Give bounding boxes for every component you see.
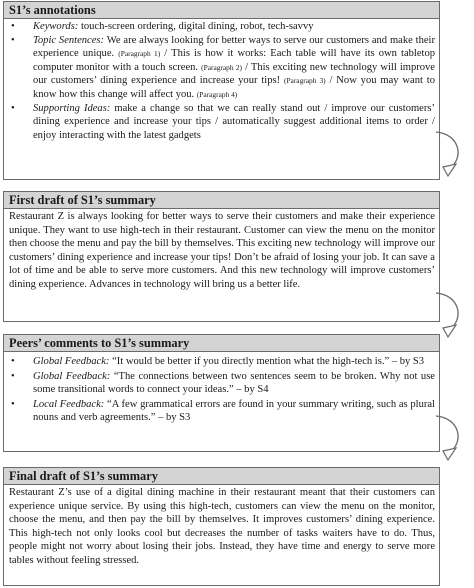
- final-draft-text: Restaurant Z’s use of a digital dining machine in their restaurant meant that their customers can experience unique service. By using this high-tech, customers can view the menu on the monitor, choose the menu, and then pay the bill by themselves. It improves customers’ dining experience. This high-tech not only looks cool but decreases the number of tasks waiters have to do. Thus, people might not worry about losing their jobs. Instead, they have time and energy to serve more tables without feeling stressed.: [9, 487, 435, 566]
- curved-arrow-icon: [434, 412, 474, 464]
- supporting-ideas-item: [9, 102, 435, 143]
- curved-arrow-icon: [434, 289, 474, 341]
- peers-comments-title: Peers’ comments to S1’s summary: [4, 335, 439, 352]
- topic-sentences-item: [9, 34, 435, 102]
- topic-sentence-3: / This exciting new technology will improve our customers’ dining experience and increase your tips!: [33, 61, 435, 87]
- supporting-ideas-label: Supporting Ideas:: [33, 102, 111, 114]
- feedback-text: “The connections between two sentences seem to be broken. Why not use some transitional words to connect your ideas.” – by S4: [33, 370, 435, 396]
- paragraph-3-marker: (Paragraph 3): [283, 76, 326, 86]
- final-draft-panel: [3, 467, 440, 586]
- keywords-item: [9, 20, 435, 34]
- first-draft-panel: [3, 191, 440, 322]
- keywords-text: touch-screen ordering, digital dining, robot, tech-savvy: [78, 21, 314, 32]
- feedback-label: Local Feedback:: [33, 398, 105, 410]
- bullet-icon: •: [11, 102, 15, 114]
- feedback-label: Global Feedback:: [33, 356, 110, 367]
- bullet-icon: •: [11, 34, 15, 46]
- curved-arrow-icon: [434, 128, 474, 180]
- first-draft-title: First draft of S1’s summary: [4, 192, 439, 209]
- final-draft-title: Final draft of S1’s summary: [4, 468, 439, 485]
- peers-comments-panel: [3, 334, 440, 452]
- bullet-icon: •: [11, 398, 15, 410]
- topic-sentence-1: We are always looking for better ways to serve our customers and make their experience unique.: [33, 34, 435, 60]
- peer-feedback-item: [9, 398, 435, 425]
- peer-feedback-item: [9, 355, 435, 369]
- peer-feedback-item: [9, 370, 435, 397]
- feedback-text: “It would be better if you directly mention what the high-tech is.” – by S3: [109, 356, 425, 367]
- topic-sentence-4: / Now you may want to know how this change will affect you.: [33, 75, 435, 100]
- first-draft-text: Restaurant Z is always looking for better ways to serve their customers and make their experience unique. They want to use high-tech in their restaurant. Customer can view the menu on the monitor then choose the menu and pay the bill by themselves. This exciting new technology will improve our customers’ dining experience and increase your tips! Don’t be afraid of losing your job. It can save a lot of time and be able to serve more customers. And this new technology will improve customers’ dining experience. Advances in technology will bring us a better life.: [9, 211, 435, 290]
- topic-sentence-2: / This is how it works: Each table will have its own tabletop computer monitor with a touch screen.: [33, 48, 436, 73]
- feedback-label: Global Feedback:: [33, 370, 111, 382]
- annotations-title: S1’s annotations: [4, 2, 439, 19]
- paragraph-1-marker: (Paragraph 1): [118, 49, 161, 59]
- paragraph-4-marker: (Paragraph 4): [196, 89, 238, 99]
- feedback-text: “A few grammatical errors are found in your summary writing, such as plural nouns and verb agreements.” – by S3: [33, 398, 435, 424]
- keywords-label: Keywords:: [33, 21, 79, 32]
- paragraph-2-marker: (Paragraph 2): [201, 62, 242, 72]
- annotations-panel: [3, 1, 440, 180]
- bullet-icon: •: [11, 21, 15, 32]
- topic-sentences-label: Topic Sentences:: [33, 34, 105, 46]
- bullet-icon: •: [11, 370, 15, 382]
- supporting-ideas-text: make a change so that we can really stand out / improve our customers’ dining experience and increase your tips / automatically suggest additional items to order / enjoy interacting with the latest gadgets: [33, 102, 435, 141]
- bullet-icon: •: [11, 356, 15, 367]
